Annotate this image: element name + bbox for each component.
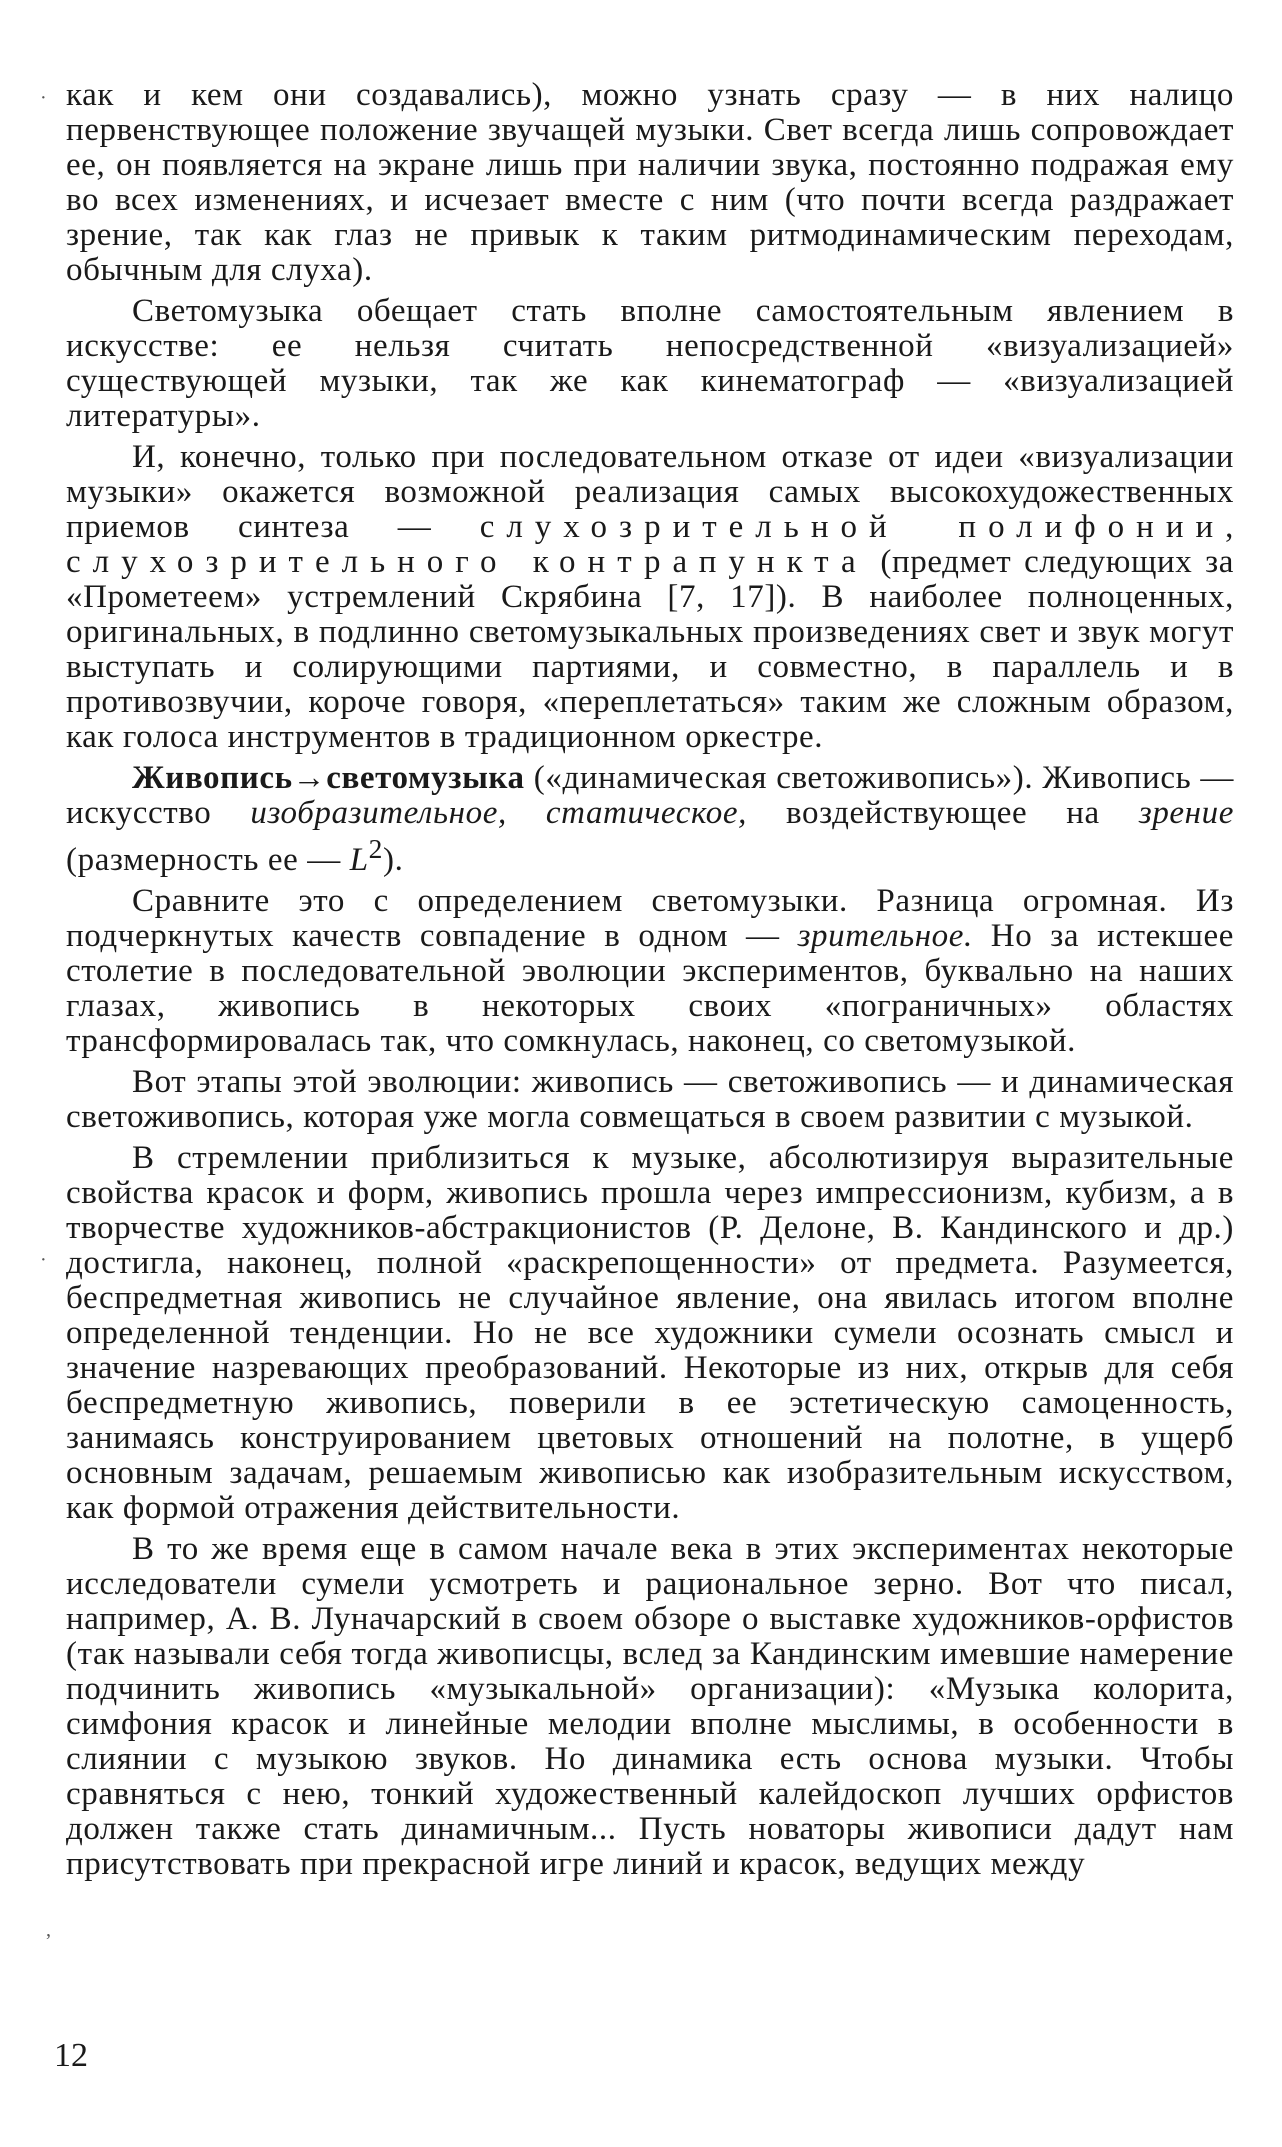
margin-comma-mark: , bbox=[46, 1919, 51, 1941]
paragraph-1 bbox=[66, 78, 1234, 288]
italic-term-static: изобразительное, статическое, bbox=[250, 795, 747, 831]
paragraph-3-text-a: И, конечно, только при последовательном отказе от идеи «визуализации музыки» окажется возможной реализация самых высокохудожественных приемов синтеза — bbox=[66, 439, 1234, 545]
text-column bbox=[66, 78, 1234, 1888]
page-number: 12 bbox=[54, 2037, 88, 2074]
dimension-exponent: 2 bbox=[368, 833, 383, 864]
paragraph-4-text-a: («динамическая светоживопись»). Живопись — искусство bbox=[66, 760, 1234, 831]
spaced-term-counterpoint: слухозрительного контрапункта bbox=[66, 544, 868, 580]
paragraph-7-text: В стремлении приблизиться к музыке, абсолютизируя выразительные свойства красок и форм, живопись прошла через импрессионизм, кубизм, а в творчестве художников-абстракционистов (Р. Делоне, В. Кандинского и др.) достигла, наконец, полной «раскрепощенности» от предмета. Разумеется, беспредметная живопись не случайное явление, она явилась итогом вполне определенной тенденции. Но не все художники сумели осознать смысл и значение назревающих преобразований. Некоторые из них, открыв для себя беспредметную живопись, поверили в ее эстетическую самоценность, занимаясь конструированием цветовых отношений на полотне, в ущерб основным задачам, решаемым живописью как изобразительным искусством, как формой отражения действительности. bbox=[66, 1140, 1234, 1526]
paragraph-8-text: В то же время еще в самом начале века в этих экспериментах некоторые исследователи сумели усмотреть и рациональное зерно. Вот что писал, например, А. В. Луначарский в своем обзоре о выставке художников-орфистов (так называли себя тогда живописцы, вслед за Кандинским имевшие намерение подчинить живопись «музыкальной» организации): «Музыка колорита, симфония красок и линейные мелодии вполне мыслимы, в особенности в слиянии с музыкою звуков. Но динамика есть основа музыки. Чтобы сравняться с нею, тонкий художественный калейдоскоп лучших орфистов должен также стать динамичным... Пусть новаторы живописи дадут нам присутствовать при прекрасной игре линий и красок, ведущих между bbox=[66, 1531, 1234, 1882]
paragraph-7 bbox=[66, 1141, 1234, 1526]
paragraph-4-text-b: воздействующее на bbox=[746, 795, 1139, 831]
paragraph-4 bbox=[66, 761, 1234, 878]
italic-term-vision: зрение bbox=[1138, 795, 1234, 831]
paragraph-6 bbox=[66, 1065, 1234, 1135]
paragraph-4-text-d: ). bbox=[383, 842, 404, 878]
paragraph-8 bbox=[66, 1532, 1234, 1882]
paragraph-5 bbox=[66, 884, 1234, 1059]
paragraph-2-text: Светомузыка обещает стать вполне самостоятельным явлением в искусстве: ее нельзя считать непосредственной «визуализацией» существующей музыки, так же как кинематограф — «визуализацией литературы». bbox=[66, 293, 1234, 434]
paragraph-5-text-a: Сравните это с определением светомузыки. Разница огромная. Из подчеркнутых качеств совпадение в одном — bbox=[66, 883, 1234, 954]
paragraph-1-text: как и кем они создавались), можно узнать сразу — в них налицо первенствующее положение звучащей музыки. Свет всегда лишь сопровождает ее, он появляется на экране лишь при наличии звука, постоянно подражая ему во всех изменениях, и исчезает вместе с ним (что почти всегда раздражает зрение, так как глаз не привык к таким ритмодинамическим переходам, обычным для слуха). bbox=[66, 77, 1234, 288]
section-heading: Живопись→светомузыка bbox=[132, 760, 525, 796]
margin-dot-mark: · bbox=[40, 1249, 47, 1271]
paragraph-5-text-b: Но за истекшее столетие в последовательной эволюции экспериментов, буквально на наших глазах, живопись в некоторых своих «пограничных» областях трансформировалась так, что сомкнулась, наконец, со светомузыкой. bbox=[66, 918, 1234, 1059]
spaced-term-polyphony: слухозрительной полифонии bbox=[479, 509, 1226, 545]
dimension-symbol: L bbox=[349, 842, 369, 878]
paragraph-3 bbox=[66, 440, 1234, 755]
paragraph-2 bbox=[66, 294, 1234, 434]
paragraph-3-text-c: (предмет следующих за «Прометеем» устремлений Скрябина [7, 17]). В наиболее полноценных, оригинальных, в подлинно светомузыкальных произведениях свет и звук могут выступать и солирующими партиями, и совместно, в параллель и в противозвучии, короче говоря, «переплетаться» таким же сложным образом, как голоса инструментов в традиционном оркестре. bbox=[66, 544, 1234, 755]
italic-term-visual: зрительное. bbox=[797, 918, 973, 954]
paragraph-3-text-b: , bbox=[1225, 509, 1234, 545]
margin-dot-mark: · bbox=[40, 87, 47, 109]
paragraph-4-text-c: (размерность ее — bbox=[66, 842, 350, 878]
paragraph-6-text: Вот этапы этой эволюции: живопись — светоживопись — и динамическая светоживопись, которая уже могла совмещаться в своем развитии с музыкой. bbox=[66, 1064, 1234, 1135]
